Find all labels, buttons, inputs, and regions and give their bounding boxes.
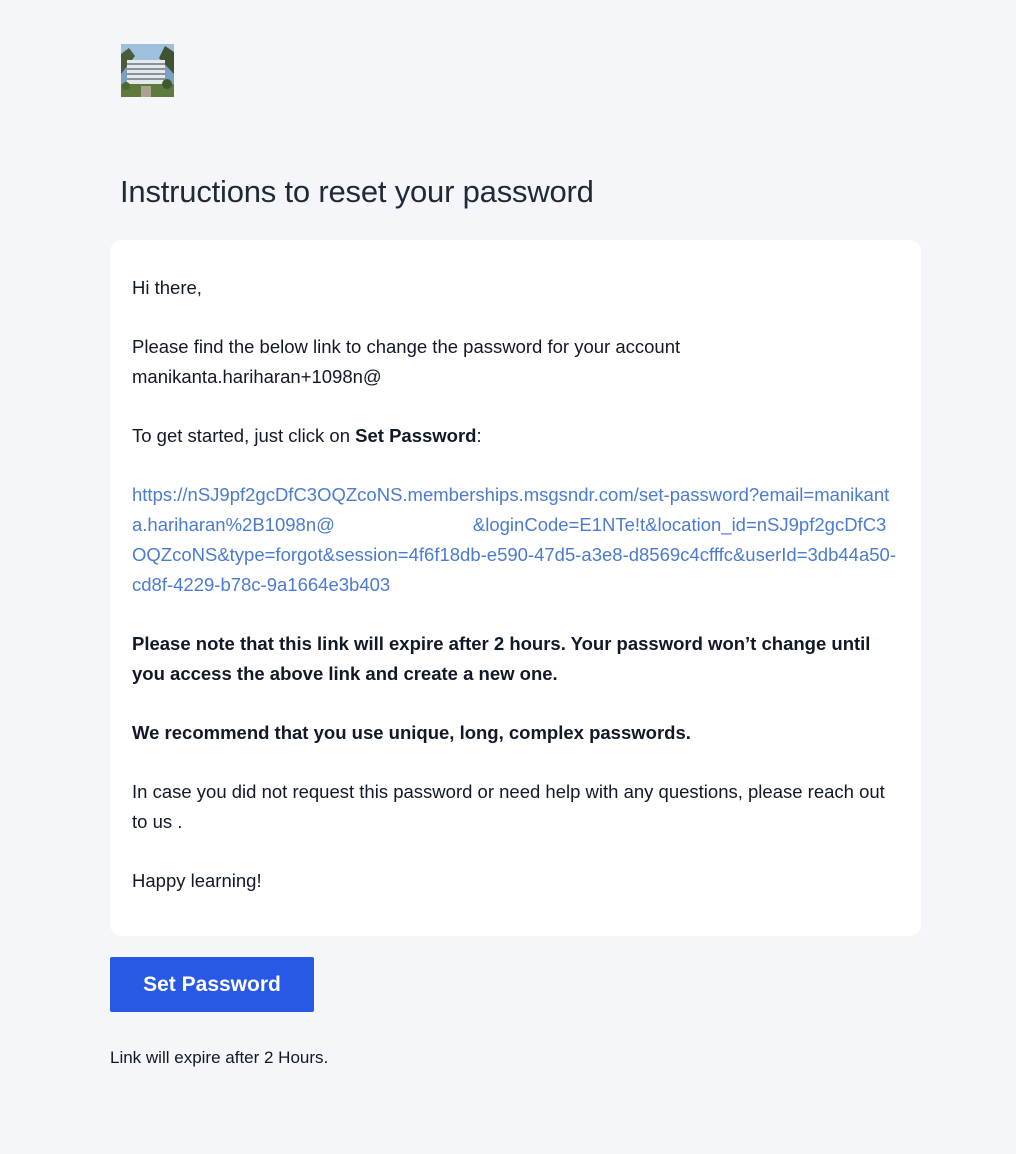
get-started-prefix: To get started, just click on (132, 425, 356, 446)
greeting: Hi there, (132, 277, 202, 298)
set-password-button[interactable]: Set Password (110, 957, 314, 1012)
expiry-notice: Please note that this link will expire after 2 hours. Your password won’t change until you access the above link and create a new one. (132, 633, 871, 684)
reset-link-paragraph (132, 480, 899, 600)
message-card (110, 240, 921, 936)
account-email: manikanta.hariharan+1098n@ (132, 366, 382, 387)
get-started-suffix: : (476, 425, 482, 446)
get-started-paragraph (132, 421, 899, 451)
reset-password-link[interactable] (132, 480, 899, 600)
signoff: Happy learning! (132, 870, 262, 891)
logo-image (121, 44, 174, 97)
page-title: Instructions to reset your password (120, 174, 594, 209)
reset-link-part1: https://nSJ9pf2gcDfC3OQZcoNS.memberships.msgsndr.com/set-password?email=manikanta.hariharan%2B1098n@ (132, 484, 890, 535)
help-text: In case you did not request this password or need help with any questions, please reach out to us . (132, 781, 885, 832)
reset-link-part2: &loginCode=E1NTe!t&location_id=nSJ9pf2gcDfC3OQZcoNS&type=forgot&session=4f6f18db-e590-47d5-a3e8-d8569c4cfffc&userId=3db44a50-cd8f-4229-b78c-9a1664e3b403 (132, 514, 896, 595)
hotel-building-icon (121, 44, 174, 97)
footer-expiry-note: Link will expire after 2 Hours. (110, 1048, 329, 1067)
password-recommendation: We recommend that you use unique, long, complex passwords. (132, 722, 691, 743)
intro-text: Please find the below link to change the password for your account (132, 336, 681, 357)
get-started-action: Set Password (355, 425, 477, 446)
intro-paragraph (132, 332, 899, 392)
